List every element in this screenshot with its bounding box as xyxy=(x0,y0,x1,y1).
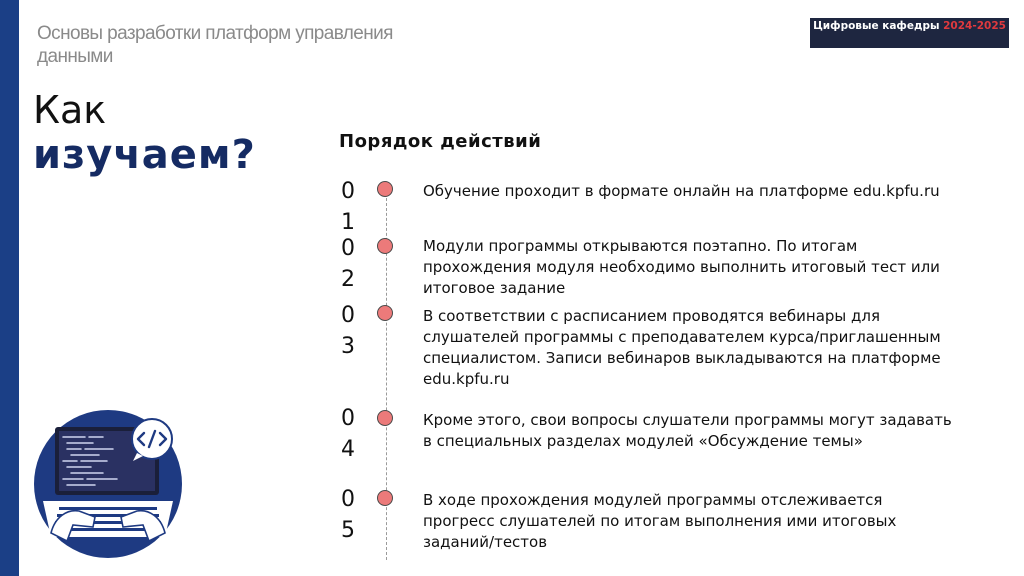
step-text: В соответствии с расписанием проводятся вебинары для слушателей программы с преподавателем курса/приглашенным специалистом. Записи вебинаров выкладываются на платформе edu.kpfu.ru xyxy=(423,307,941,388)
step-text: Модули программы открываются поэтапно. По итогам прохождения модуля необходимо выполнить итоговый тест или итоговое задание xyxy=(423,237,940,297)
section-title: Порядок действий xyxy=(339,131,542,152)
step-number: 04 xyxy=(341,406,355,462)
digital-departments-badge xyxy=(810,18,1009,48)
laptop-coding-illustration xyxy=(33,409,183,559)
step-number: 01 xyxy=(341,179,355,235)
timeline-dot xyxy=(377,490,393,506)
left-accent-bar xyxy=(0,0,19,576)
timeline-dot xyxy=(377,305,393,321)
page-title-line-1: Как xyxy=(33,88,107,132)
step-number: 05 xyxy=(341,487,355,543)
step-number: 03 xyxy=(341,303,355,359)
page-title-line-2: изучаем? xyxy=(33,132,256,178)
badge-label: Цифровые кафедры xyxy=(813,20,944,32)
step-text: В ходе прохождения модулей программы отслеживается прогресс слушателей по итогам выполнения ими итоговых заданий/тестов xyxy=(423,491,897,551)
badge-year: 2024-2025 xyxy=(943,20,1006,32)
step-text: Обучение проходит в формате онлайн на платформе edu.kpfu.ru xyxy=(423,182,940,200)
timeline-dot xyxy=(377,410,393,426)
step-number: 02 xyxy=(341,236,355,292)
course-title: Основы разработки платформ управления данными xyxy=(37,23,393,67)
timeline-dot xyxy=(377,238,393,254)
timeline-dot xyxy=(377,181,393,197)
step-text: Кроме этого, свои вопросы слушатели программы могут задавать в специальных разделах модулей «Обсуждение темы» xyxy=(423,411,952,450)
